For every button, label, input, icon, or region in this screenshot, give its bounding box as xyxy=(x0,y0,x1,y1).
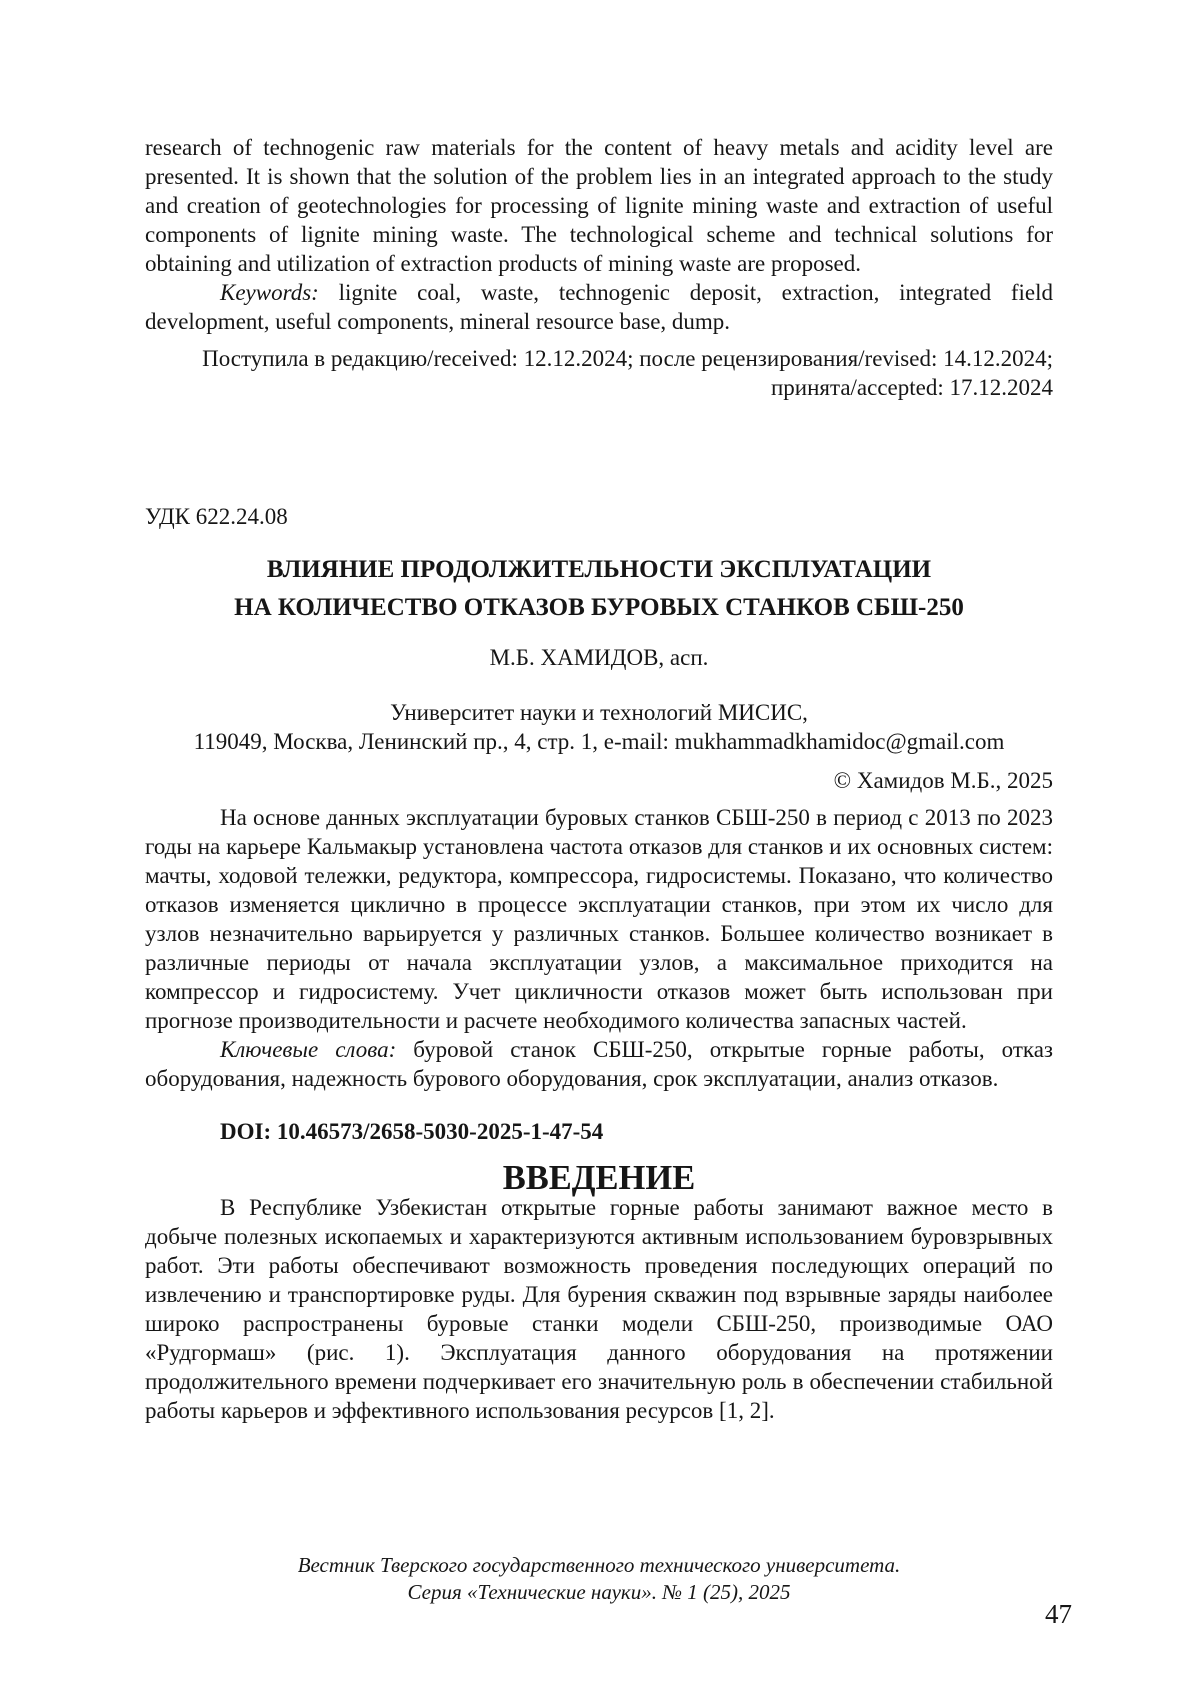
affiliation-university: Университет науки и технологий МИСИС, xyxy=(390,700,808,725)
page-number: 47 xyxy=(1045,1599,1072,1629)
author-line: М.Б. ХАМИДОВ, асп. xyxy=(489,645,709,670)
introduction-heading: ВВЕДЕНИЕ xyxy=(502,1159,696,1197)
keywords-en-label: Keywords: xyxy=(220,280,319,305)
keywords-ru xyxy=(145,1035,1053,1093)
journal-footer xyxy=(145,1552,1053,1606)
journal-footer-line2: Серия «Технические науки». № 1 (25), 2025 xyxy=(407,1580,791,1604)
udc-code: УДК 622.24.08 xyxy=(145,504,288,529)
abstract-ru-paragraph: На основе данных эксплуатации буровых станков СБШ-250 в период с 2013 по 2023 годы на карьере Кальмакыр установлена частота отказов для станков и их основных систем: мачты, ходовой тележки, редуктора, компрессора, гидросистемы. Показано, что количество отказов изменяется циклично в процессе эксплуатации станков, при этом их число для узлов незначительно варьируется у различных станков. Большее количество возникает в различные периоды от начала эксплуатации узлов, а максимальное приходится на компрессор и гидросистему. Учет цикличности отказов может быть использован при прогнозе производительности и расчете необходимого количества запасных частей. xyxy=(145,805,1053,1033)
accepted-line: принята/accepted: 17.12.2024 xyxy=(770,375,1053,400)
affiliation-address-email: 119049, Москва, Ленинский пр., 4, стр. 1, e-mail: mukhammadkhamidoc@gmail.com xyxy=(193,729,1005,754)
copyright-line: © Хамидов М.Б., 2025 xyxy=(833,768,1053,793)
keywords-en-text: lignite coal, waste, technogenic deposit, extraction, integrated field development, useful components, mineral resource base, dump. xyxy=(145,280,1053,334)
article-title xyxy=(145,551,1053,627)
journal-footer-line1: Вестник Тверского государственного технического университета. xyxy=(297,1553,901,1577)
abstract-en-paragraph: research of technogenic raw materials for the content of heavy metals and acidity level are presented. It is shown that the solution of the problem lies in an integrated approach to the study and creation of geotechnologies for processing of lignite mining waste and extraction of useful components of lignite mining waste. The technological scheme and technical solutions for obtaining and utilization of extraction products of mining waste are proposed. xyxy=(145,135,1053,276)
affiliation-block xyxy=(145,698,1053,756)
article-title-line2: НА КОЛИЧЕСТВО ОТКАЗОВ БУРОВЫХ СТАНКОВ СБШ-250 xyxy=(234,594,964,621)
doi-line: DOI: 10.46573/2658-5030-2025-1-47-54 xyxy=(220,1119,604,1144)
keywords-ru-label: Ключевые слова: xyxy=(220,1037,397,1062)
received-dates xyxy=(145,344,1053,402)
introduction-paragraph: В Республике Узбекистан открытые горные работы занимают важное место в добыче полезных ископаемых и характеризуются активным использованием буровзрывных работ. Эти работы обеспечивают возможность проведения последующих операций по извлечению и транспортировке руды. Для бурения скважин под взрывные заряды наиболее широко распространены буровые станки модели СБШ-250, производимые ОАО «Рудгормаш» (рис. 1). Эксплуатация данного оборудования на протяжении продолжительного времени подчеркивает его значительную роль в обеспечении стабильной работы карьеров и эффективного использования ресурсов [1, 2]. xyxy=(145,1195,1053,1423)
received-revised-line: Поступила в редакцию/received: 12.12.2024; после рецензирования/revised: 14.12.2024; xyxy=(202,346,1053,371)
article-title-line1: ВЛИЯНИЕ ПРОДОЛЖИТЕЛЬНОСТИ ЭКСПЛУАТАЦИИ xyxy=(266,556,932,583)
keywords-ru-text: буровой станок СБШ-250, открытые горные работы, отказ оборудования, надежность бурового оборудования, срок эксплуатации, анализ отказов. xyxy=(145,1037,1054,1091)
keywords-en xyxy=(145,278,1053,336)
